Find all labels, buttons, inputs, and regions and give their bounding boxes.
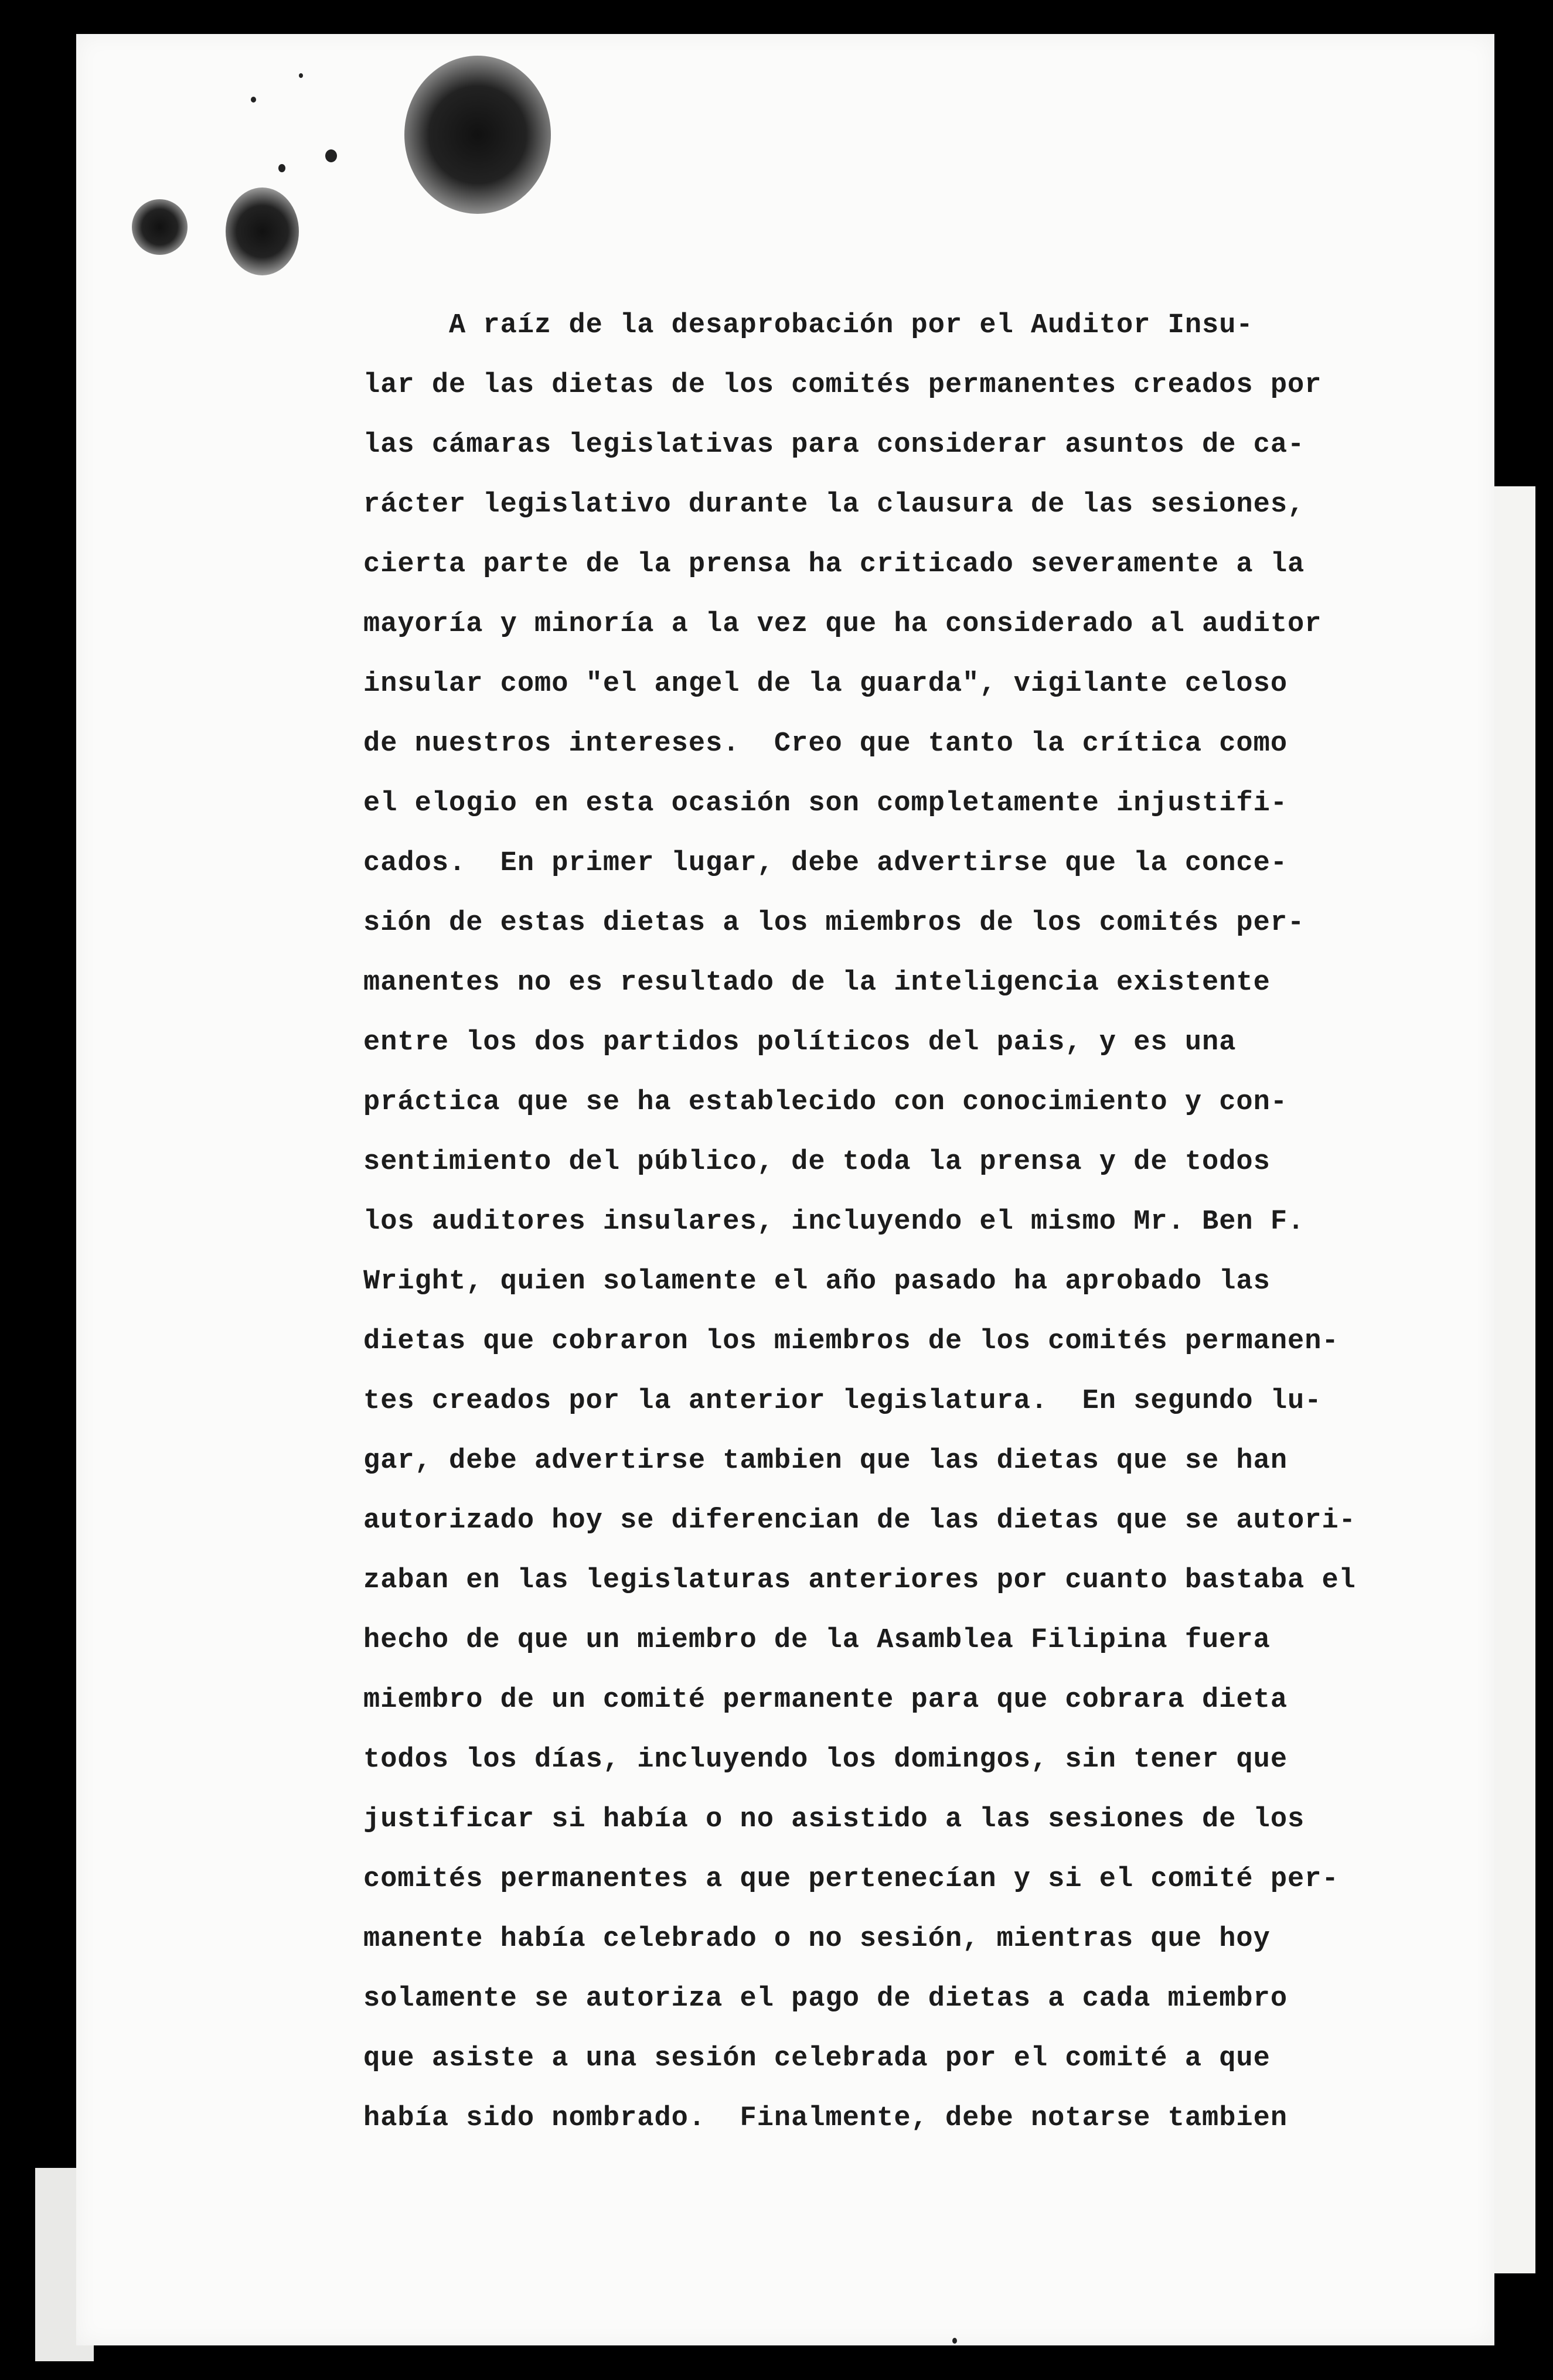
text-line: miembro de un comité permanente para que cobrara dieta: [363, 1685, 1288, 1716]
text-line: las cámaras legislativas para considerar asuntos de ca-: [363, 429, 1305, 461]
ink-speck: [299, 73, 303, 78]
text-line: había sido nombrado. Finalmente, debe notarse tambien: [363, 2103, 1288, 2134]
ink-speck: [251, 97, 256, 103]
text-line: lar de las dietas de los comités permanentes creados por: [363, 370, 1322, 401]
text-line: zaban en las legislaturas anteriores por cuanto bastaba el: [363, 1565, 1356, 1596]
ink-speck: [952, 2338, 957, 2344]
text-line: justificar si había o no asistido a las sesiones de los: [363, 1804, 1305, 1835]
ink-blot-large: [404, 56, 551, 214]
text-line: los auditores insulares, incluyendo el mismo Mr. Ben F.: [363, 1206, 1305, 1237]
typewritten-text: [363, 296, 1406, 2149]
ink-blot-medium: [226, 187, 299, 275]
text-line: hecho de que un miembro de la Asamblea Filipina fuera: [363, 1625, 1271, 1656]
text-line: cierta parte de la prensa ha criticado severamente a la: [363, 549, 1305, 580]
text-line: cados. En primer lugar, debe advertirse que la conce-: [363, 848, 1288, 879]
text-line: todos los días, incluyendo los domingos, sin tener que: [363, 1744, 1288, 1775]
text-line: mayoría y minoría a la vez que ha considerado al auditor: [363, 609, 1322, 640]
text-line: sión de estas dietas a los miembros de los comités per-: [363, 908, 1305, 939]
text-line: sentimiento del público, de toda la prensa y de todos: [363, 1147, 1271, 1178]
ink-blot-small: [132, 199, 188, 255]
text-line: manente había celebrado o no sesión, mientras que hoy: [363, 1924, 1271, 1955]
text-line: gar, debe advertirse tambien que las dietas que se han: [363, 1445, 1288, 1477]
text-line: el elogio en esta ocasión son completamente injustifi-: [363, 788, 1288, 819]
text-line: de nuestros intereses. Creo que tanto la crítica como: [363, 728, 1288, 759]
text-line: tes creados por la anterior legislatura. En segundo lu-: [363, 1386, 1322, 1417]
ink-speck: [325, 149, 337, 162]
text-line: A raíz de la desaprobación por el Auditor Insu-: [363, 310, 1254, 341]
text-line: entre los dos partidos políticos del pais, y es una: [363, 1027, 1237, 1058]
text-line: dietas que cobraron los miembros de los comités permanen-: [363, 1326, 1339, 1357]
text-line: comités permanentes a que pertenecían y si el comité per-: [363, 1864, 1339, 1895]
ink-speck: [278, 164, 285, 172]
text-line: manentes no es resultado de la inteligencia existente: [363, 967, 1271, 998]
text-line: rácter legislativo durante la clausura de las sesiones,: [363, 489, 1305, 520]
text-line: que asiste a una sesión celebrada por el comité a que: [363, 2043, 1271, 2074]
text-line: práctica que se ha establecido con conocimiento y con-: [363, 1087, 1288, 1118]
text-line: autorizado hoy se diferencian de las dietas que se autori-: [363, 1505, 1356, 1536]
text-line: Wright, quien solamente el año pasado ha aprobado las: [363, 1266, 1271, 1297]
text-line: insular como "el angel de la guarda", vigilante celoso: [363, 669, 1288, 700]
text-line: solamente se autoriza el pago de dietas a cada miembro: [363, 1983, 1288, 2014]
